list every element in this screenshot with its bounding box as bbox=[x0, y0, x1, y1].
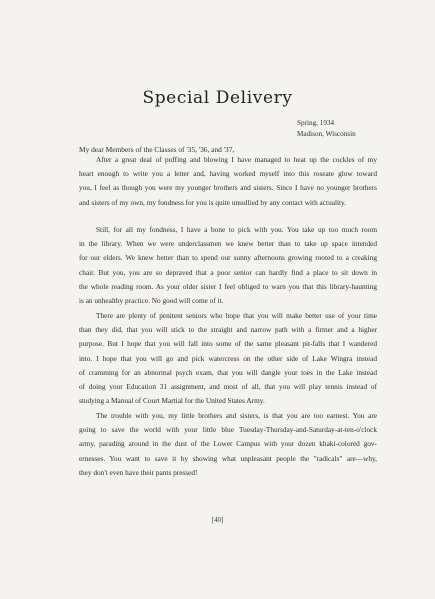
paragraph-line: of doing your Education 31 assignment, and most of all, that you will play tennis instead of bbox=[79, 382, 377, 392]
paragraph-line: chair. But you, you are so depraved that a poor senior can hardly find a place to sit down in bbox=[79, 267, 377, 277]
paragraph-line: army, parading around in the dust of the Lower Campus with your dozen khaki-colored gov- bbox=[79, 439, 377, 449]
paragraph-line: ernesses. You want to save it by showing what unpleasant people the "radicals" are—why, bbox=[79, 453, 377, 463]
place-line: Madison, Wisconsin bbox=[297, 130, 356, 138]
paragraph-4 bbox=[79, 409, 377, 480]
paragraph-line: of cramming for an abnormal psych exam, that you will dangle your toes in the Lake instead bbox=[79, 367, 377, 377]
paragraph-line: the whole reading room. As your older sister I feel obliged to warn you that this library-haunting bbox=[79, 281, 377, 291]
paragraph-3 bbox=[79, 309, 377, 408]
paragraph-line: Still, for all my fondness, I have a bone to pick with you. You take up too much room bbox=[96, 225, 377, 234]
paragraph-line: in the library. When we were underclassmen we knew better than to take up space intended bbox=[79, 239, 377, 249]
paragraph-line: into. I hope that you will go and pick watercress on the other side of Lake Wingra instead bbox=[79, 353, 377, 363]
page-number: [40] bbox=[211, 517, 224, 524]
paragraph-line: purpose. But I hope that you will fall into some of the same pleasant pit-falls that I wandered bbox=[79, 339, 377, 349]
paragraph-line: and sisters of my own, my fondness for you is quite unsullied by any contact with actuality. bbox=[79, 197, 347, 207]
paragraph-line: heart enough to write you a letter and, having worked myself into this roseate glow toward bbox=[79, 169, 377, 179]
paragraph-line: going to save the world with your little blue Tuesday-Thursday-and-Saturday-at-ten-o'clock bbox=[79, 425, 377, 435]
date-line: Spring, 1934 bbox=[297, 119, 335, 127]
paragraph-line: you, I feel as though you were my younger brothers and sisters. Since I have no younger brothers bbox=[79, 183, 377, 193]
paragraph-line: they don't even have their pants pressed! bbox=[79, 467, 198, 477]
document-title: Special Delivery bbox=[142, 88, 293, 108]
paragraph-line: is an unhealthy practice. No good will come of it. bbox=[79, 296, 224, 306]
paragraph-line: studying a Manual of Court Martial for the United States Army. bbox=[79, 396, 265, 406]
paragraph-line: than they did, that you will stick to the straight and narrow path with a firmer and a higher bbox=[79, 325, 377, 335]
paragraph-2 bbox=[79, 223, 377, 308]
paragraph-line: The trouble with you, my little brothers and sisters, is that you are too earnest. You are bbox=[96, 411, 377, 420]
paragraph-1 bbox=[79, 153, 377, 210]
paragraph-line: After a great deal of puffing and blowing I have managed to heat up the cockles of my bbox=[96, 155, 377, 164]
salutation: My dear Members of the Classes of '35, '36, and '37, bbox=[79, 145, 235, 154]
paragraph-line: for our elders. We knew better than to spend our sunny afternoons growing rooted to a creaking bbox=[79, 253, 377, 263]
paragraph-line: There are plenty of penitent seniors who hope that you will make better use of your time bbox=[96, 311, 377, 320]
